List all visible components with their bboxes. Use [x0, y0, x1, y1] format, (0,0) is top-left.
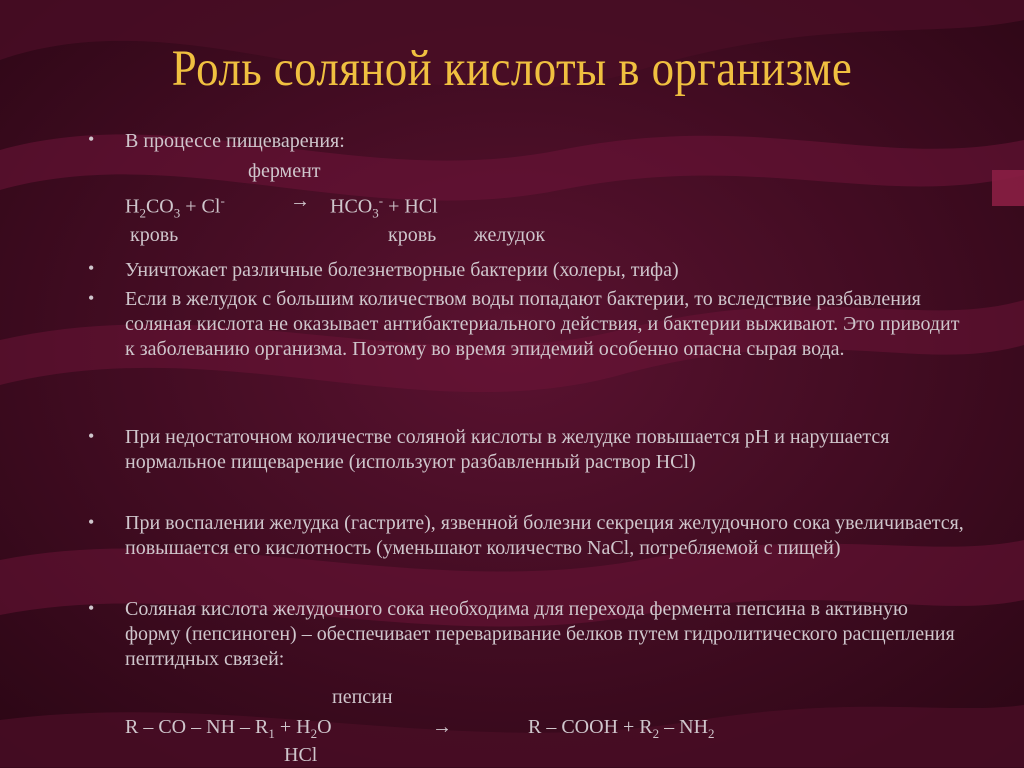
reaction1-label-blood-left: кровь: [130, 224, 179, 246]
bullet-text-gastritis: При воспалении желудка (гастрите), язвенной болезни секреция желудочного сока увеличивается, повышается его кислотность (уменьшают количество NaCl, потребляемой с пищей): [125, 512, 964, 559]
reaction1-label-blood-right: кровь: [388, 224, 437, 246]
bullet-text-water: Если в желудок с большим количеством воды попадают бактерии, то вследствие разбавления соляная кислота не оказывает антибактериального действия, и бактерии выживают. Это приводит к заболеванию организма. Поэтому во время эпидемий особенно опасна сырая вода.: [125, 288, 960, 360]
reaction2-catalyst-bottom: HCl: [284, 744, 318, 766]
bullet-text-low-acid: При недостаточном количестве соляной кислоты в желудке повышается pH и нарушается нормальное пищеварение (используют разбавленный раствор HCl): [125, 426, 890, 473]
reaction2-arrow: →: [432, 716, 452, 738]
bullet-icon: •: [88, 598, 95, 618]
reaction1-lhs: $H_2CO_3 + Cl^-$: [125, 193, 225, 221]
reaction1-arrow: →: [290, 190, 310, 212]
reaction1-catalyst: фермент: [248, 160, 321, 182]
bullet-text-bacteria: Уничтожает различные болезнетворные бактерии (холеры, тифа): [125, 259, 679, 281]
bullet-icon: •: [88, 258, 95, 278]
reaction1-label-stomach: желудок: [474, 224, 546, 246]
slide-title: Роль соляной кислоты в организме: [171, 41, 853, 97]
bullet-icon: •: [88, 129, 95, 149]
reaction1-rhs: $HCO_3^-$ + HCl: [330, 193, 438, 221]
reaction2-rhs: R – COOH + $R_2 - NH_2$: [528, 716, 715, 741]
bullet-icon: •: [88, 426, 95, 446]
bullet-text-pepsin: Соляная кислота желудочного сока необходима для перехода фермента пепсина в активную форму (пепсиноген) – обеспечивает переваривание белков путем гидролитического расщепления пептидных связей:: [125, 598, 955, 670]
bullet-icon: •: [88, 512, 95, 532]
reaction2-lhs: R – CO – NH – $R_1 + H_2O$: [125, 716, 332, 741]
bullet-icon: •: [88, 288, 95, 308]
bullet-text-digestion: В процессе пищеварения:: [125, 130, 345, 152]
reaction2-catalyst-top: пепсин: [332, 686, 393, 708]
